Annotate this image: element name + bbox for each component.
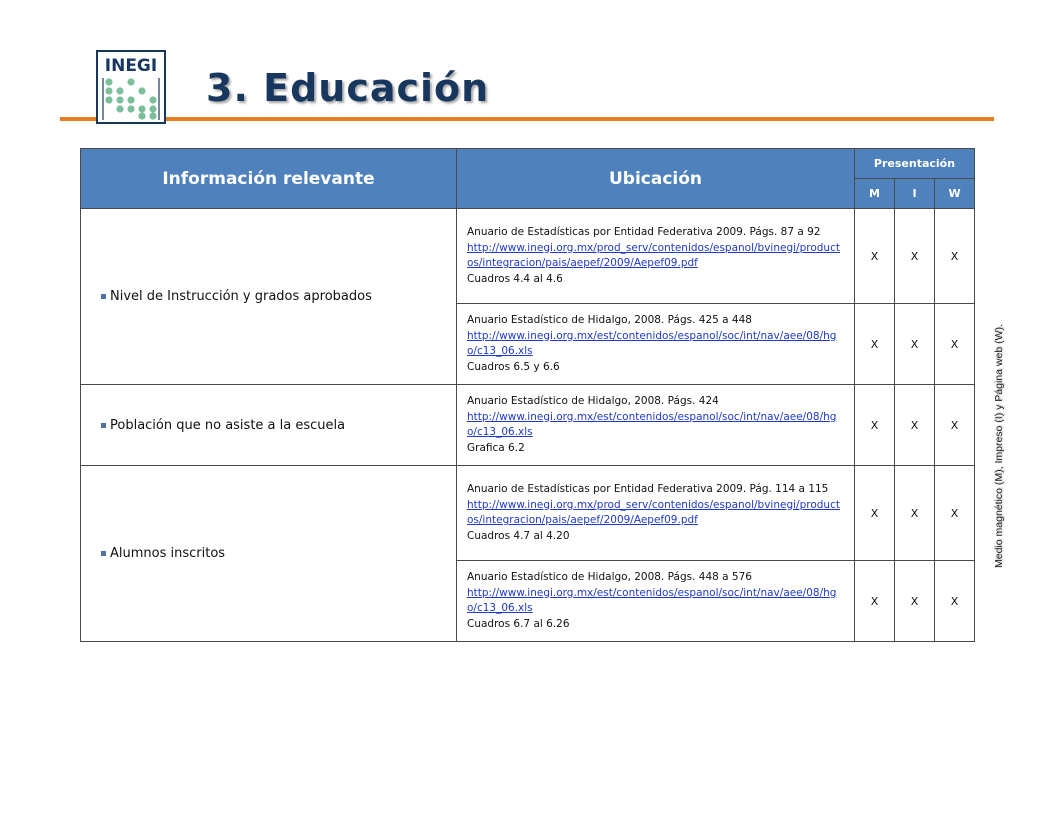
svg-text:INEGI: INEGI — [104, 56, 158, 76]
mark-m: X — [855, 561, 895, 642]
location-cell — [457, 304, 855, 385]
inegi-logo — [96, 50, 166, 124]
source-text: Anuario de Estadísticas por Entidad Federativa 2009. Pág. 114 a 115 — [467, 483, 829, 495]
source-text: Anuario de Estadísticas por Entidad Federativa 2009. Págs. 87 a 92 — [467, 226, 821, 238]
source-text: Anuario Estadístico de Hidalgo, 2008. Págs. 425 a 448 — [467, 314, 752, 326]
bullet-icon — [101, 294, 106, 299]
source-link[interactable]: http://www.inegi.org.mx/est/contenidos/espanol/soc/int/nav/aee/08/hgo/c13_06.xls — [467, 329, 837, 357]
mark-i: X — [895, 209, 935, 304]
mark-m: X — [855, 466, 895, 561]
mark-i: X — [895, 466, 935, 561]
bullet-icon — [101, 423, 106, 428]
table-row — [81, 466, 975, 561]
mark-i: X — [895, 561, 935, 642]
mark-w: X — [935, 304, 975, 385]
info-cell — [81, 385, 457, 466]
col-header-presentacion: Presentación — [855, 149, 975, 179]
source-link[interactable]: http://www.inegi.org.mx/prod_serv/contenidos/espanol/bvinegi/productos/integracion/pais/aepef/2009/Aepef09.pdf — [467, 241, 840, 269]
col-header-ubicacion: Ubicación — [457, 149, 855, 209]
tables-ref: Cuadros 6.5 y 6.6 — [467, 360, 560, 373]
info-label: Alumnos inscritos — [110, 546, 226, 561]
tables-ref: Cuadros 4.7 al 4.20 — [467, 529, 570, 542]
source-link[interactable]: http://www.inegi.org.mx/prod_serv/contenidos/espanol/bvinegi/productos/integracion/pais/aepef/2009/Aepef09.pdf — [467, 498, 840, 526]
location-cell — [457, 466, 855, 561]
education-table — [80, 148, 975, 642]
mark-m: X — [855, 385, 895, 466]
info-cell — [81, 209, 457, 385]
source-text: Anuario Estadístico de Hidalgo, 2008. Págs. 424 — [467, 395, 719, 407]
col-header-w: W — [935, 179, 975, 209]
location-cell — [457, 561, 855, 642]
col-header-info: Información relevante — [81, 149, 457, 209]
mark-i: X — [895, 385, 935, 466]
tables-ref: Grafica 6.2 — [467, 441, 525, 454]
source-text: Anuario Estadístico de Hidalgo, 2008. Págs. 448 a 576 — [467, 571, 752, 583]
source-link[interactable]: http://www.inegi.org.mx/est/contenidos/espanol/soc/int/nav/aee/08/hgo/c13_06.xls — [467, 586, 837, 614]
table-row — [81, 209, 975, 304]
source-link[interactable]: http://www.inegi.org.mx/est/contenidos/espanol/soc/int/nav/aee/08/hgo/c13_06.xls — [467, 410, 837, 438]
mark-w: X — [935, 209, 975, 304]
mark-w: X — [935, 561, 975, 642]
mark-i: X — [895, 304, 935, 385]
location-cell — [457, 209, 855, 304]
info-label: Nivel de Instrucción y grados aprobados — [110, 289, 372, 304]
info-cell — [81, 466, 457, 642]
tables-ref: Cuadros 4.4 al 4.6 — [467, 272, 563, 285]
table-row — [81, 385, 975, 466]
col-header-i: I — [895, 179, 935, 209]
info-label: Población que no asiste a la escuela — [110, 417, 346, 433]
presentation-legend: Medio magnético (M), Impreso (I) y Página web (W). — [993, 324, 1005, 568]
location-cell — [457, 385, 855, 466]
tables-ref: Cuadros 6.7 al 6.26 — [467, 617, 570, 630]
header-rule — [60, 117, 994, 121]
mark-w: X — [935, 466, 975, 561]
page-title: 3. Educación — [206, 66, 490, 110]
mark-m: X — [855, 209, 895, 304]
col-header-m: M — [855, 179, 895, 209]
bullet-icon — [101, 551, 106, 556]
mark-m: X — [855, 304, 895, 385]
mark-w: X — [935, 385, 975, 466]
